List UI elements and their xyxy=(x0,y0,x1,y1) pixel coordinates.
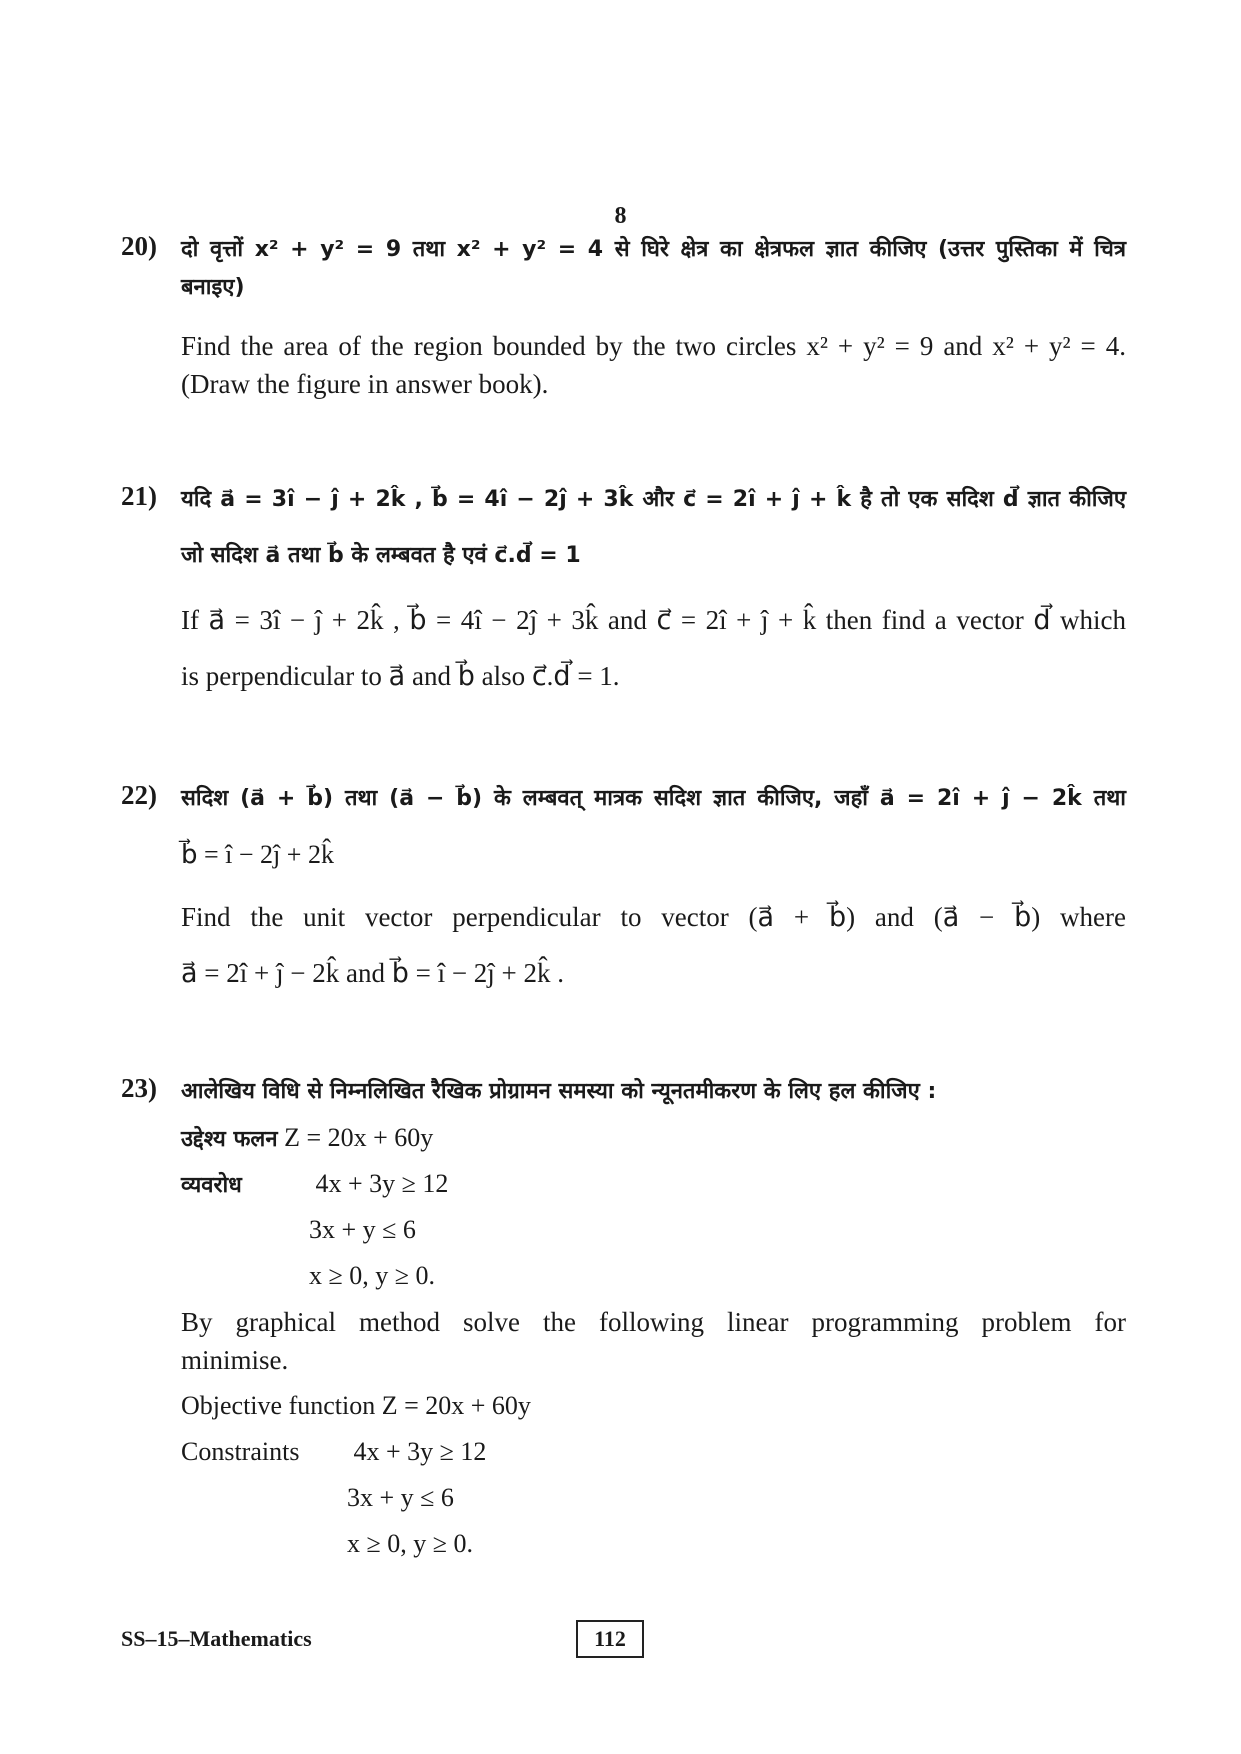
english-text: (Draw the figure in answer book). xyxy=(181,369,549,399)
constraint: x ≥ 0, y ≥ 0. xyxy=(347,1529,474,1558)
english-text: minimise. xyxy=(181,1345,289,1375)
question-22 xyxy=(121,780,1126,992)
hindi-text: b⃗ = î − 2ĵ + 2k̂ xyxy=(181,840,334,869)
question-23 xyxy=(121,1073,1126,1567)
hindi-text: बनाइए) xyxy=(181,275,245,300)
objective-label: उद्देश्य फलन xyxy=(181,1127,278,1152)
constraint: x ≥ 0, y ≥ 0. xyxy=(309,1261,436,1290)
objective-function: Z = 20x + 60y xyxy=(284,1123,434,1152)
english-text: is perpendicular to a⃗ and b⃗ also c⃗.d⃗ = 1. xyxy=(181,661,620,691)
hindi-text: दो वृत्तों x² + y² = 9 तथा x² + y² = 4 से घिरे क्षेत्र का क्षेत्रफल ज्ञात कीजिए (उत्तर पुस्तिका में चित्र xyxy=(181,237,1126,262)
english-text: By graphical method solve the following linear programming problem for xyxy=(181,1307,1126,1337)
page-number-box: 112 xyxy=(576,1620,644,1658)
hindi-text: यदि a⃗ = 3î − ĵ + 2k̂ , b⃗ = 4î − 2ĵ + 3k̂ और c⃗ = 2î + ĵ + k̂ है तो एक सदिश d⃗ ज्ञात कीजिए xyxy=(181,487,1126,512)
question-number: 23) xyxy=(121,1073,157,1103)
english-text: Find the unit vector perpendicular to vector (a⃗ + b⃗) and (a⃗ − b⃗) where xyxy=(181,902,1126,932)
constraint: 4x + 3y ≥ 12 xyxy=(353,1437,487,1466)
hindi-text: सदिश (a⃗ + b⃗) तथा (a⃗ − b⃗) के लम्बवत् मात्रक सदिश ज्ञात कीजिए, जहाँ a⃗ = 2î + ĵ − 2k̂ तथा xyxy=(181,786,1126,811)
constraint: 3x + y ≤ 6 xyxy=(309,1215,416,1244)
question-20 xyxy=(121,231,1126,403)
english-text: If a⃗ = 3î − ĵ + 2k̂ , b⃗ = 4î − 2ĵ + 3k̂ and c⃗ = 2î + ĵ + k̂ then find a vector d⃗ which xyxy=(181,605,1126,635)
question-number: 22) xyxy=(121,780,157,810)
page-number: 8 xyxy=(614,203,627,229)
constraint: 4x + 3y ≥ 12 xyxy=(315,1169,449,1198)
question-21 xyxy=(121,481,1126,695)
english-text: Find the area of the region bounded by the two circles x² + y² = 9 and x² + y² = 4. xyxy=(181,331,1126,361)
question-number: 20) xyxy=(121,231,157,261)
constraints-label: व्यवरोध xyxy=(181,1173,242,1198)
objective-function: Objective function Z = 20x + 60y xyxy=(181,1391,531,1420)
constraint: 3x + y ≤ 6 xyxy=(347,1483,454,1512)
hindi-text: जो सदिश a⃗ तथा b⃗ के लम्बवत है एवं c⃗.d⃗ = 1 xyxy=(181,543,581,568)
english-text: a⃗ = 2î + ĵ − 2k̂ and b⃗ = î − 2ĵ + 2k̂ . xyxy=(181,958,565,988)
hindi-text: आलेखिय विधि से निम्नलिखित रैखिक प्रोग्रामन समस्या को न्यूनतमीकरण के लिए हल कीजिए : xyxy=(181,1079,937,1104)
paper-code: SS–15–Mathematics xyxy=(121,1626,312,1651)
question-number: 21) xyxy=(121,481,157,511)
constraints-label: Constraints xyxy=(181,1437,300,1466)
